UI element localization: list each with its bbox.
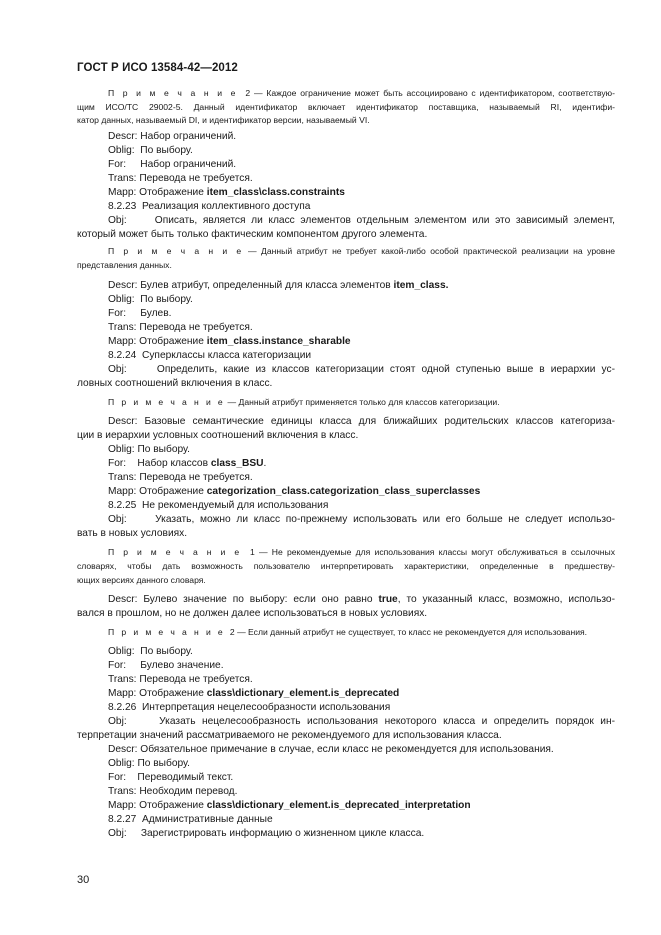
body-line — [108, 158, 236, 171]
body-line — [77, 607, 427, 620]
line-text: терпретации значений рассматриваемого не рекомендуемого для использования класса. — [77, 730, 502, 741]
line-text: Descr: Базовые семантические единицы класса для ближайших родительских классов категориза- — [108, 416, 615, 427]
body-line — [108, 799, 471, 812]
line-text: 8.2.25 Не рекомендуемый для использования — [108, 500, 329, 511]
body-line — [108, 200, 310, 213]
line-text: 2 — Если данный атрибут не существует, то класс не рекомендуется для использования. — [225, 627, 588, 637]
line-text: Mapp: Отображение — [108, 187, 207, 198]
line-text: Obj: Описать, является ли класс элементов отдельным элементом или это зависимый элемент, — [108, 215, 615, 226]
body-line — [77, 527, 187, 540]
note-line — [77, 574, 206, 587]
line-text: который может быть только фактическим компонентом другого элемента. — [77, 229, 428, 240]
body-line — [108, 279, 448, 292]
body-line — [77, 429, 358, 442]
line-text: Descr: Булево значение по выбору: если оно равно — [108, 594, 379, 605]
line-text: For: Булево значение. — [108, 660, 224, 671]
body-line — [108, 771, 233, 784]
line-tail: . — [263, 458, 267, 469]
body-line — [108, 785, 237, 798]
line-text: Oblig: По выбору. — [108, 294, 193, 305]
note-line — [77, 101, 615, 114]
note-line — [77, 560, 615, 573]
line-text: Oblig: По выбору. — [108, 758, 190, 769]
body-line — [77, 228, 427, 241]
body-line — [108, 659, 224, 672]
line-text: 8.2.24 Суперклассы класса категоризации — [108, 350, 312, 361]
line-text: Mapp: Отображение — [108, 688, 207, 699]
line-bold-term: item_class. — [393, 280, 449, 291]
line-bold-term: class\dictionary_element.is_deprecated — [206, 688, 400, 699]
line-bold-term: item_class.instance_sharable — [206, 336, 351, 347]
line-text: Trans: Перевода не требуется. — [108, 472, 253, 483]
line-text: щим ИСО/ТС 29002-5. Данный идентификатор включает идентификатор поставщика, называемый RI, идентифи- — [77, 102, 615, 112]
note-line — [77, 114, 370, 127]
body-line — [108, 715, 615, 728]
line-text: Oblig: По выбору. — [108, 444, 190, 455]
body-line — [108, 593, 615, 606]
body-line — [77, 729, 502, 742]
line-text: — Данный атрибут не требует какой-либо особой практической реализации на уровне — [243, 246, 615, 256]
body-line — [77, 377, 272, 390]
line-text: Oblig: По выбору. — [108, 145, 193, 156]
line-text: словарях, чтобы дать возможность пользователю интерпретировать характеристики, определенные в предшеству- — [77, 561, 615, 571]
line-text: ющих версиях данного словаря. — [77, 575, 206, 585]
line-text: Mapp: Отображение — [108, 486, 207, 497]
line-text: For: Набор классов — [108, 458, 211, 469]
body-line — [108, 471, 253, 484]
line-text: Trans: Перевода не требуется. — [108, 674, 253, 685]
body-line — [108, 743, 554, 756]
line-text: 8.2.27 Административные данные — [108, 814, 273, 825]
body-line — [108, 321, 253, 334]
line-bold-term: true — [378, 594, 398, 605]
body-line — [108, 457, 266, 470]
line-text: Mapp: Отображение — [108, 336, 207, 347]
body-line — [108, 415, 615, 428]
body-line — [108, 349, 311, 362]
body-line — [108, 363, 615, 376]
note-label: П р и м е ч а н и е — [108, 88, 238, 98]
line-text: 8.2.26 Интерпретация нецелесообразности использования — [108, 702, 391, 713]
line-text: Descr: Булев атрибут, определенный для класса элементов — [108, 280, 394, 291]
note-line — [108, 546, 615, 559]
body-line — [108, 307, 171, 320]
line-tail: , то указанный класс, возможно, использо- — [397, 594, 615, 605]
note-line — [77, 259, 172, 272]
line-text: Obj: Зарегистрировать информацию о жизненном цикле класса. — [108, 828, 425, 839]
line-text: Oblig: По выбору. — [108, 646, 193, 657]
line-text: For: Набор ограничений. — [108, 159, 237, 170]
body-line — [108, 687, 399, 700]
line-text: 8.2.23 Реализация коллективного доступа — [108, 201, 311, 212]
body-line — [108, 827, 424, 840]
line-text: — Данный атрибут применяется только для классов категоризации. — [225, 397, 500, 407]
page-number: 30 — [77, 874, 90, 886]
body-line — [108, 513, 615, 526]
line-text: Obj: Указать нецелесообразность использования некоторого класса и определить порядок ин- — [108, 716, 615, 727]
body-line — [108, 186, 345, 199]
body-line — [108, 499, 328, 512]
line-text: Descr: Обязательное примечание в случае, если класс не рекомендуется для использования. — [108, 744, 554, 755]
body-line — [108, 813, 273, 826]
line-text: Trans: Перевода не требуется. — [108, 322, 253, 333]
line-text: ции в иерархии условных соотношений включения в класс. — [77, 430, 359, 441]
note-label: П р и м е ч а н и е — [108, 547, 242, 557]
body-line — [108, 214, 615, 227]
line-text: Mapp: Отображение — [108, 800, 207, 811]
body-line — [108, 335, 351, 348]
line-text: Obj: Указать, можно ли класс по-прежнему использовать или его больше не следует использо- — [108, 514, 615, 525]
line-text: ловных соотношений включения в класс. — [77, 378, 273, 389]
body-line — [108, 701, 390, 714]
note-line — [108, 626, 587, 639]
line-text: вать в новых условиях. — [77, 528, 188, 539]
line-text: For: Булев. — [108, 308, 172, 319]
note-label: П р и м е ч а н и е — [108, 627, 226, 637]
note-label: П р и м е ч а н и е — [108, 246, 244, 256]
body-line — [108, 130, 236, 143]
line-bold-term: item_class\class.constraints — [206, 187, 345, 198]
line-text: 1 — Не рекомендуемые для использования классы могут обслуживаться в ссылочных — [241, 547, 615, 557]
line-text: представления данных. — [77, 260, 172, 270]
note-line — [108, 245, 615, 258]
body-line — [108, 645, 193, 658]
body-line — [108, 172, 253, 185]
line-text: For: Переводимый текст. — [108, 772, 234, 783]
body-line — [108, 144, 193, 157]
note-line — [108, 87, 615, 100]
line-text: Trans: Перевода не требуется. — [108, 173, 253, 184]
body-line — [108, 443, 190, 456]
body-line — [108, 757, 190, 770]
line-text: Obj: Определить, какие из классов категоризации стоят одной ступенью выше в иерархии ус- — [108, 364, 615, 375]
line-text: катор данных, называемый DI, и идентификатор версии, называемый VI. — [77, 115, 370, 125]
line-bold-term: categorization_class.categorization_class_superclasses — [206, 486, 481, 497]
body-line — [108, 293, 193, 306]
line-text: Trans: Необходим перевод. — [108, 786, 238, 797]
note-line — [108, 396, 500, 409]
line-bold-term: class\dictionary_element.is_deprecated_interpretation — [206, 800, 471, 811]
line-text: 2 — Каждое ограничение может быть ассоциировано с идентификатором, соответствую- — [237, 88, 615, 98]
line-bold-term: class_BSU — [210, 458, 264, 469]
document-header: ГОСТ Р ИСО 13584-42—2012 — [77, 62, 238, 74]
body-line — [108, 485, 480, 498]
body-line — [108, 673, 253, 686]
line-text: вался в прошлом, но не должен далее использоваться в новых условиях. — [77, 608, 428, 619]
note-label: П р и м е ч а н и е — [108, 397, 226, 407]
line-text: Descr: Набор ограничений. — [108, 131, 237, 142]
